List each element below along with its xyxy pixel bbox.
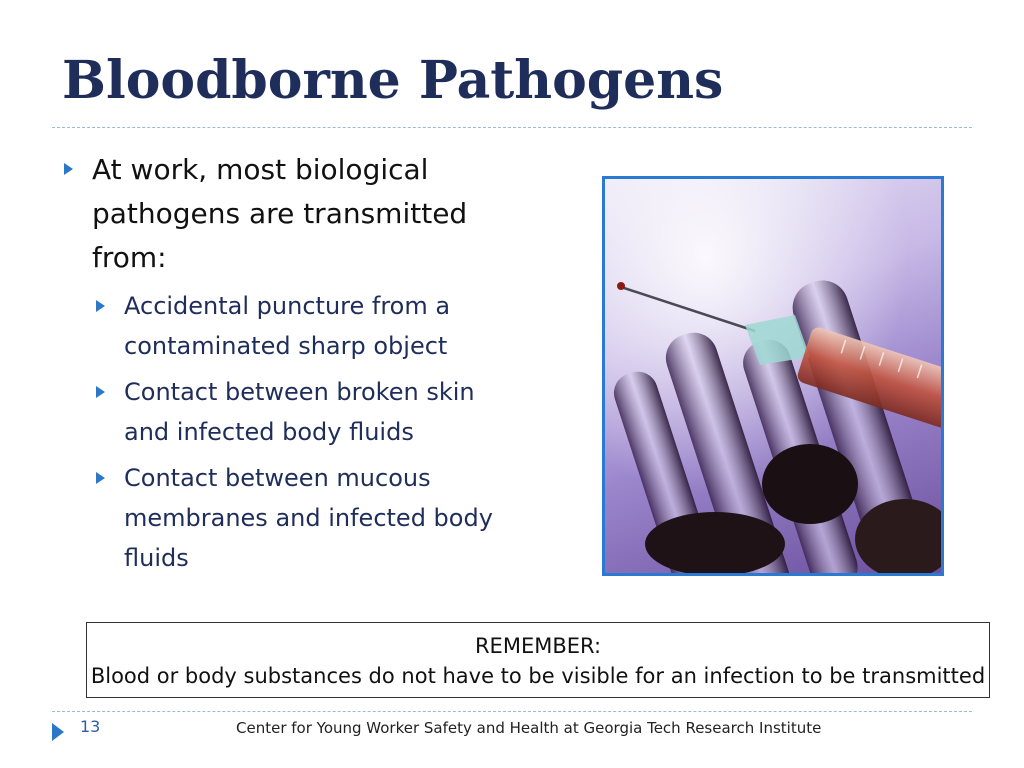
sub-bullet: [96, 372, 494, 452]
sub-bullet-text: Contact between broken skin and infected body fluids: [124, 378, 475, 446]
bullet-arrow-icon: [96, 472, 105, 484]
syringe-photo: [602, 176, 944, 576]
remember-heading: REMEMBER:: [474, 634, 602, 658]
page-number: 13: [80, 717, 101, 736]
syringe-icon: [605, 179, 941, 573]
remember-text: Blood or body substances do not have to be visible for an infection to be transmitted: [90, 664, 986, 688]
bullet-arrow-icon: [96, 300, 105, 312]
sub-bullet-list: [96, 286, 494, 578]
footer-triangle-icon: [52, 723, 64, 741]
footer-divider: [52, 711, 972, 712]
title-divider: [52, 127, 972, 128]
sub-bullet-text: Contact between mucous membranes and infected body fluids: [124, 464, 493, 572]
bullet-arrow-icon: [96, 386, 105, 398]
sub-bullet: [96, 286, 494, 366]
sub-bullet: [96, 458, 494, 578]
bullet-list: [64, 148, 494, 584]
slide-title: Bloodborne Pathogens: [62, 50, 724, 111]
main-bullet-text: At work, most biological pathogens are transmitted from:: [92, 153, 468, 274]
sub-bullet-text: Accidental puncture from a contaminated sharp object: [124, 292, 451, 360]
bullet-arrow-icon: [64, 163, 73, 175]
main-bullet: [64, 148, 494, 280]
footer-text: Center for Young Worker Safety and Health at Georgia Tech Research Institute: [236, 719, 822, 737]
remember-box: [86, 622, 990, 698]
